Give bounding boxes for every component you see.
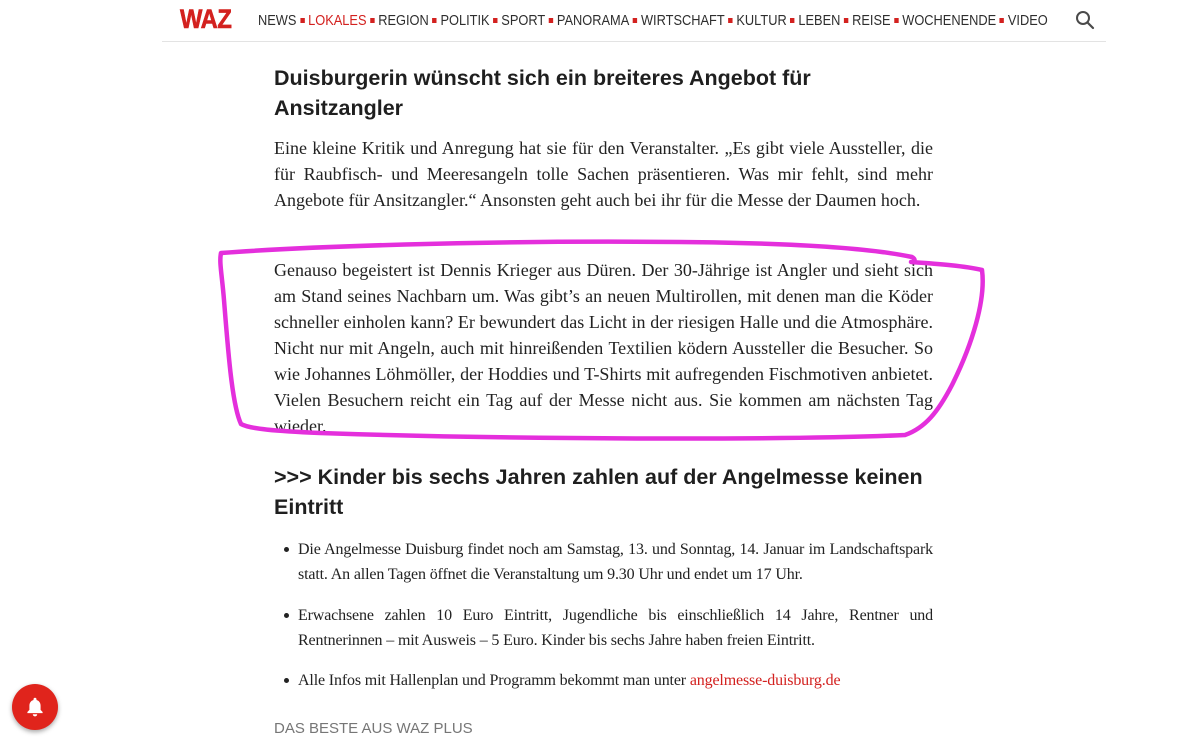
info-list	[298, 537, 933, 709]
list-item-text: Alle Infos mit Hallenplan und Programm bekommt man unter	[298, 672, 690, 689]
nav-separator	[300, 18, 304, 23]
section-heading-eintritt: >>> Kinder bis sechs Jahren zahlen auf der Angelmesse keinen Eintritt	[274, 465, 923, 519]
list-item: Erwachsene zahlen 10 Euro Eintritt, Jugendliche bis einschließlich 14 Jahre, Rentner und Rentnerinnen – mit Ausweis – 5 Euro. Kinder bis sechs Jahre haben freien Eintritt.	[298, 603, 933, 653]
nav-item-lokales[interactable]: LOKALES	[308, 12, 367, 29]
main-nav	[258, 0, 1048, 41]
nav-item-kultur[interactable]: KULTUR	[736, 12, 787, 29]
nav-item-wirtschaft[interactable]: WIRTSCHAFT	[640, 12, 725, 29]
angelmesse-link[interactable]: angelmesse-duisburg.de	[689, 672, 841, 689]
nav-separator	[728, 18, 732, 23]
article-paragraph: Eine kleine Kritik und Anregung hat sie für den Veranstalter. „Es gibt viele Aussteller, die für Raubfisch- und Meeresangeln tolle Sachen präsentieren. Was mir fehlt, sind mehr Angebote für Ansitzangler.“ Ansonsten geht auch bei ihr für die Messe der Daumen hoch.	[274, 138, 933, 210]
waz-logo[interactable]: WAZ	[180, 4, 232, 34]
site-header	[162, 0, 1106, 42]
nav-separator	[432, 18, 436, 23]
search-icon	[1075, 10, 1095, 30]
nav-item-news[interactable]: NEWS	[258, 12, 297, 29]
nav-item-panorama[interactable]: PANORAMA	[556, 12, 630, 29]
waz-plus-section-label: DAS BESTE AUS WAZ PLUS	[274, 720, 473, 737]
nav-item-video[interactable]: VIDEO	[1007, 12, 1048, 29]
nav-separator	[370, 18, 374, 23]
nav-item-reise[interactable]: REISE	[852, 12, 891, 29]
section-heading-ansitzangler: Duisburgerin wünscht sich ein breiteres Angebot für Ansitzangler	[274, 66, 811, 120]
article-body	[274, 63, 933, 743]
nav-separator	[493, 18, 497, 23]
nav-item-leben[interactable]: LEBEN	[798, 12, 841, 29]
article-paragraph-highlighted: Genauso begeistert ist Dennis Krieger aus Düren. Der 30-Jährige ist Angler und sieht sich am Stand seines Nachbarn um. Was gibt’s an neuen Multirollen, mit denen man die Köder schneller einholen kann? Er bewundert das Licht in der riesigen Halle und die Atmosphäre. Nicht nur mit Angeln, auch mit hinreißenden Textilien ködern Aussteller die Besucher. So wie Johannes Löhmöller, der Hoddies und T-Shirts mit aufregenden Fischmotiven anbietet. Vielen Besuchern reicht ein Tag auf der Messe nicht aus. Sie kommen am nächsten Tag wieder.	[274, 260, 933, 436]
list-item: Die Angelmesse Duisburg findet noch am Samstag, 13. und Sonntag, 14. Januar im Landschaftspark statt. An allen Tagen öffnet die Veranstaltung um 9.30 Uhr und endet um 17 Uhr.	[298, 537, 933, 587]
nav-separator	[790, 18, 794, 23]
notification-button[interactable]	[12, 684, 58, 730]
nav-separator	[549, 18, 553, 23]
bell-icon	[23, 695, 47, 719]
nav-separator	[894, 18, 898, 23]
nav-item-sport[interactable]: SPORT	[501, 12, 546, 29]
nav-separator	[633, 18, 637, 23]
nav-separator	[1000, 18, 1004, 23]
nav-separator	[844, 18, 848, 23]
nav-item-region[interactable]: REGION	[378, 12, 429, 29]
list-item-info-link	[298, 668, 933, 693]
nav-item-wochenende[interactable]: WOCHENENDE	[902, 12, 997, 29]
nav-item-politik[interactable]: POLITIK	[440, 12, 490, 29]
search-button[interactable]	[1075, 10, 1095, 30]
